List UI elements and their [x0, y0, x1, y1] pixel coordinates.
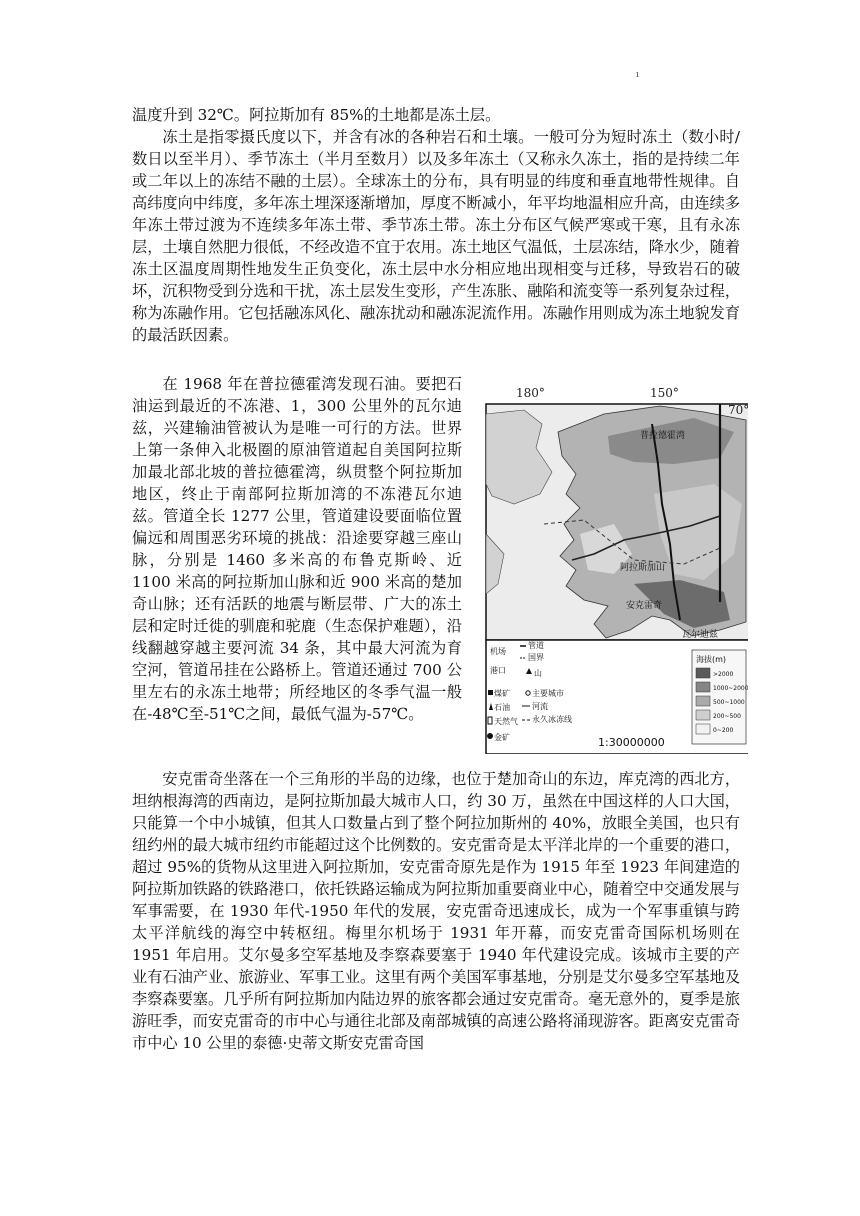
- elevation-label: 500~1000: [713, 699, 745, 706]
- elevation-swatch: [696, 682, 710, 692]
- elevation-label: 1000~2000: [713, 685, 748, 692]
- place-anchorage: 安克雷奇: [626, 601, 663, 611]
- page-mark: ı: [636, 70, 639, 80]
- paragraph-3: 在 1968 年在普拉德霍湾发现石油。要把石油运到最近的不冻港、1，300 公里外的瓦尔迪兹，兴建输油管被认为是唯一可行的方法。世界上第一条伸入北极圈的原油管道起自美国阿拉斯加最北部北坡的普拉德霍湾，纵贯整个阿拉斯加地区，终止于南部阿拉斯加湾的不冻港瓦尔迪兹。管道全长 1277 公里，管道建设要面临位置偏远和周围恶劣环境的挑战：沿途要穿越三座山脉，分别是 1460 多米高的布鲁克斯岭、近 1100 米高的阿拉斯加山脉和近 900 米高的楚加奇山脉；还有活跃的地震与断层带、广大的冻土层和定时迁徙的驯鹿和驼鹿（生态保护难题），沿线翻越穿越主要河流 34 条，其中最大河流为育空河，管道吊挂在公路桥上。管道还通过 700 公里左右的永冻土地带；所经地区的冬季气温一般在-48℃至-51℃之间，最低气温为-57℃。: [132, 375, 462, 723]
- paragraph-2: 冻土是指零摄氏度以下，并含有冰的各种岩石和土壤。一般可分为短时冻土（数小时/数日以至半月）、季节冻土（半月至数月）以及多年冻土（又称永久冻土，指的是持续二年或二年以上的冻结不融的土层）。全球冻土的分布，具有明显的纬度和垂直地带性规律。自高纬度向中纬度，多年冻土埋深逐渐增加，厚度不断减小，年平均地温相应升高，由连续多年冻土带过渡为不连续多年冻土带、季节冻土带。冻土分布区气候严寒或干寒，且有永冻层，土壤自然肥力很低，不经改造不宜于农用。冻土地区气温低，土层冻结，降水少，随着冻土区温度周期性地发生正负变化，冻土层中水分相应地出现相变与迁移，导致岩石的破坏，沉积物受到分选和干扰，冻土层发生变形，产生冻胀、融陷和流变等一系列复杂过程，称为冻融作用。它包括融冻风化、融冻扰动和融冻泥流作用。冻融作用则成为冻土地貌发育的最活跃因素。: [132, 128, 740, 344]
- elevation-title: 海拔(m): [696, 655, 727, 664]
- alaska-map: [484, 384, 748, 754]
- legend-pipeline: 管道: [528, 641, 544, 650]
- lat-label-70: 70°: [728, 403, 748, 417]
- place-valdez: 瓦尔迪兹: [682, 630, 719, 640]
- elevation-label: 200~500: [713, 713, 741, 720]
- elevation-label: >2000: [713, 671, 734, 678]
- legend-port: 港口: [490, 666, 506, 675]
- legend-coal: 煤矿: [494, 689, 510, 698]
- elevation-label: 0~200: [713, 727, 734, 734]
- map-scale: 1:30000000: [598, 736, 665, 749]
- legend-oil: 石油: [494, 703, 510, 712]
- elevation-swatch: [696, 710, 710, 720]
- place-prudhoe-bay: 普拉德霍湾: [640, 431, 686, 441]
- place-alaska-range: 阿拉斯加山: [620, 563, 666, 573]
- legend-river: 河流: [532, 702, 548, 711]
- legend-gold: 金矿: [494, 733, 510, 742]
- paragraph-1: 温度升到 32℃。阿拉斯加有 85%的土地都是冻土层。: [132, 106, 501, 124]
- elevation-swatch: [696, 668, 710, 678]
- legend-border: 国界: [528, 653, 544, 662]
- elevation-swatch: [696, 696, 710, 706]
- legend-permafrost: 永久冰冻线: [532, 715, 572, 724]
- legend-mountain: 山: [534, 669, 542, 678]
- legend-city: 主要城市: [532, 689, 564, 698]
- paragraph-4: 安克雷奇坐落在一个三角形的半岛的边缘，也位于楚加奇山的东边，库克湾的西北方，坦纳根海湾的西南边，是阿拉斯加最大城市人口，约 30 万，虽然在中国这样的人口大国，只能算一个中小城镇，但其人口数量占到了整个阿拉加斯州的 40%，放眼全美国，也只有纽约州的最大城市纽约市能超过这个比例数的。安克雷奇是太平洋北岸的一个重要的港口，超过 95%的货物从这里进入阿拉斯加，安克雷奇原先是作为 1915 年至 1923 年间建造的阿拉斯加铁路的铁路港口，依托铁路运输成为阿拉斯加重要商业中心，随着空中交通发展与军事需要，在 1930 年代-1950 年代的发展，安克雷奇迅速成长，成为一个军事重镇与跨太平洋航线的海空中转枢纽。梅里尔机场于 1931 年开幕，而安克雷奇国际机场则在 1951 年启用。艾尔曼多空军基地及李察森要塞于 1940 年代建设完成。该城市主要的产业有石油产业、旅游业、军事工业。这里有两个美国军事基地，分别是艾尔曼多空军基地及李察森要塞。几乎所有阿拉斯加内陆边界的旅客都会通过安克雷奇。毫无意外的，夏季是旅游旺季，而安克雷奇的市中心与通往北部及南部城镇的高速公路将涌现游客。距离安克雷奇市中心 10 公里的泰德·史蒂文斯安克雷奇国: [132, 770, 740, 1052]
- lon-label-180: 180°: [516, 386, 545, 400]
- elevation-swatch: [696, 724, 710, 734]
- legend-airport: 机场: [490, 647, 506, 656]
- lon-label-150: 150°: [650, 386, 679, 400]
- legend-gas: 天然气: [494, 717, 518, 726]
